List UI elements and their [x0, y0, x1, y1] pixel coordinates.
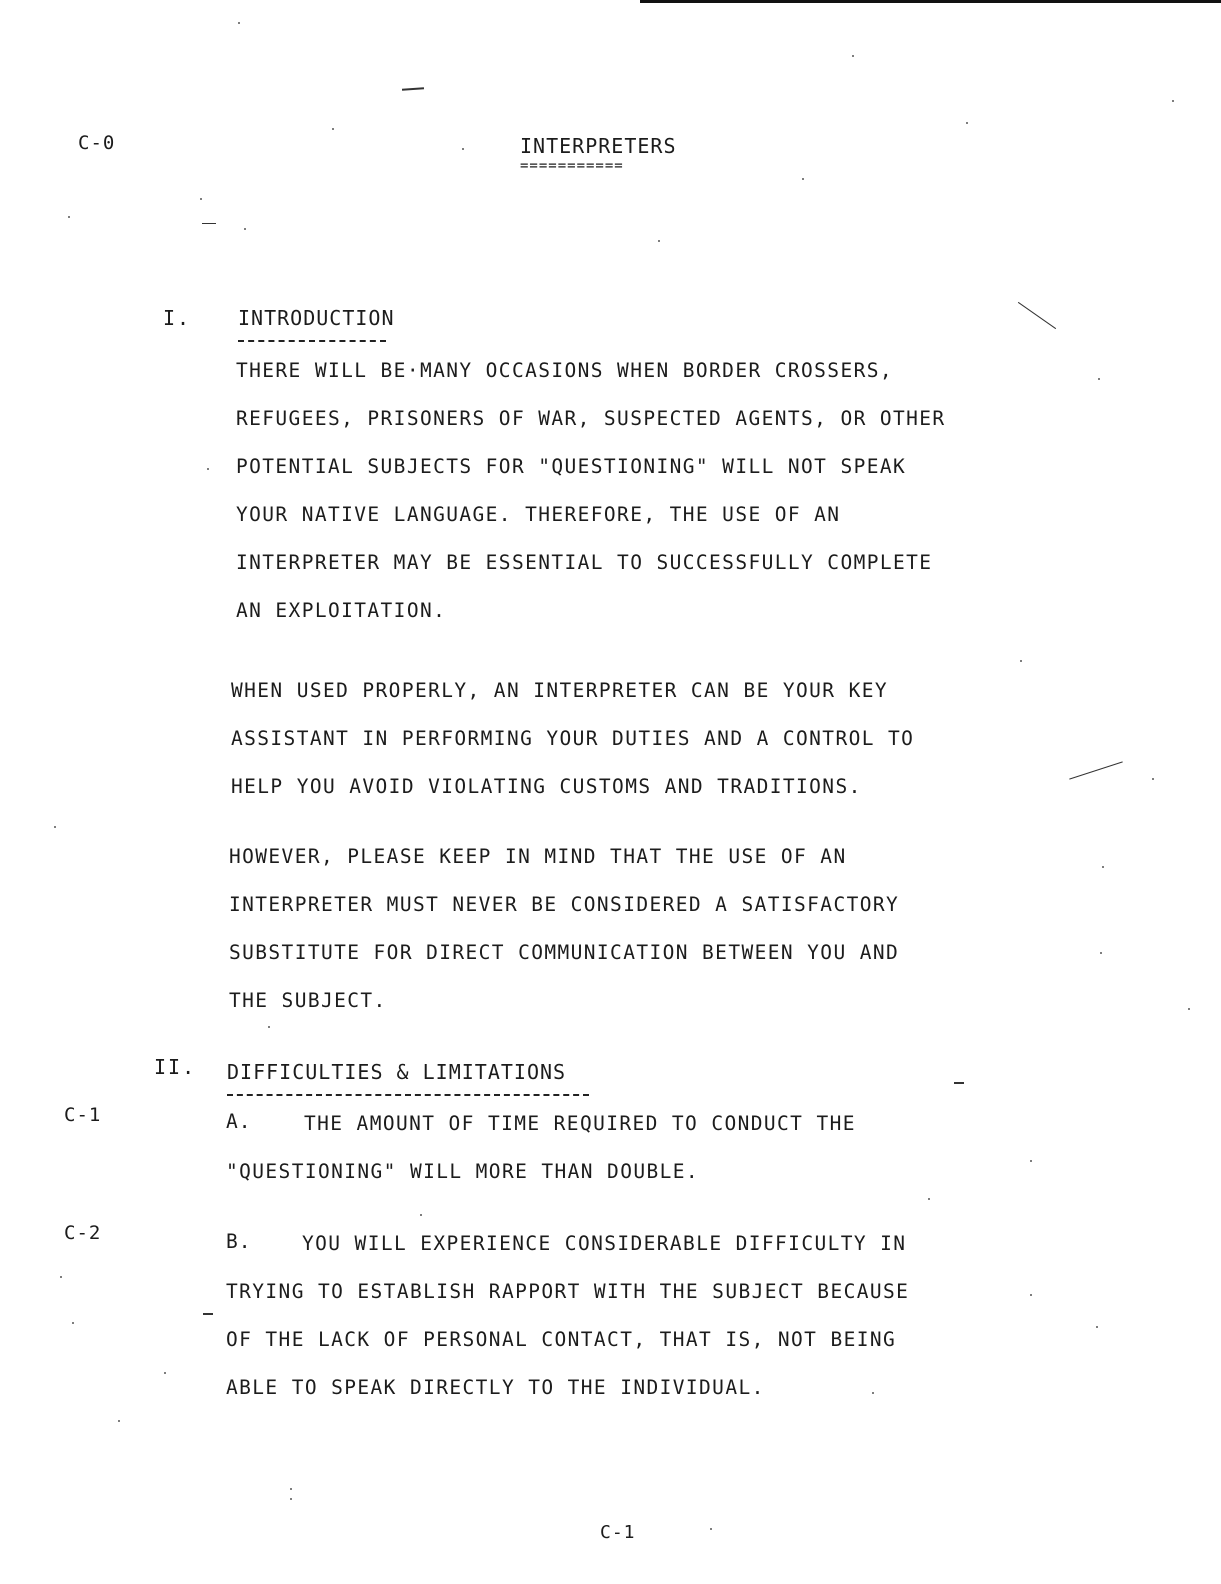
paragraph-line: POTENTIAL SUBJECTS FOR "QUESTIONING" WILL NOT SPEAK: [236, 455, 907, 478]
item-a-label: A.: [226, 1110, 252, 1133]
scan-speck: [200, 198, 202, 200]
item-line: YOU WILL EXPERIENCE CONSIDERABLE DIFFICULTY IN: [302, 1232, 907, 1255]
item-line: OF THE LACK OF PERSONAL CONTACT, THAT IS, NOT BEING: [226, 1328, 897, 1351]
scan-speck: [1152, 778, 1154, 780]
scan-artifact: [1018, 302, 1056, 329]
paragraph-line: SUBSTITUTE FOR DIRECT COMMUNICATION BETWEEN YOU AND: [229, 941, 900, 964]
scan-speck: [60, 1276, 62, 1278]
item-line: TRYING TO ESTABLISH RAPPORT WITH THE SUBJECT BECAUSE: [226, 1280, 910, 1303]
scan-speck: [852, 55, 854, 57]
scan-speck: [462, 148, 464, 150]
scan-speck: [420, 1214, 422, 1216]
item-line: "QUESTIONING" WILL MORE THAN DOUBLE.: [226, 1160, 700, 1183]
scan-speck: [68, 216, 70, 218]
item-line: ABLE TO SPEAK DIRECTLY TO THE INDIVIDUAL.: [226, 1376, 765, 1399]
scan-speck: [290, 1488, 292, 1490]
margin-marker-c2: C-2: [64, 1222, 102, 1244]
page-title: INTERPRETERS: [520, 134, 677, 158]
paragraph-line: HELP YOU AVOID VIOLATING CUSTOMS AND TRADITIONS.: [231, 775, 862, 798]
scan-speck: [290, 1498, 292, 1500]
scan-speck: [1020, 660, 1022, 662]
section-1-number: I.: [163, 306, 192, 330]
scan-artifact: [954, 1082, 964, 1084]
scan-speck: [1102, 866, 1104, 868]
scan-speck: [1030, 1160, 1032, 1162]
scan-speck: [118, 1420, 120, 1422]
scan-speck: [658, 240, 660, 242]
item-line: THE AMOUNT OF TIME REQUIRED TO CONDUCT THE: [304, 1112, 856, 1135]
scan-speck: [207, 468, 209, 470]
scan-speck: [802, 178, 804, 180]
paragraph-line: THERE WILL BE·MANY OCCASIONS WHEN BORDER CROSSERS,: [236, 359, 893, 382]
scan-speck: [54, 826, 56, 828]
paragraph-line: INTERPRETER MUST NEVER BE CONSIDERED A SATISFACTORY: [229, 893, 900, 916]
section-2-heading-underline: [227, 1094, 589, 1096]
top-marker: C-0: [78, 132, 116, 154]
scan-speck: [332, 128, 334, 130]
section-1-heading: INTRODUCTION: [238, 306, 395, 330]
page-number: C-1: [600, 1522, 636, 1543]
scan-speck: [164, 1372, 166, 1374]
intro-paragraph-1: [236, 347, 946, 635]
scan-artifact: [202, 223, 216, 224]
paragraph-line: THE SUBJECT.: [229, 989, 387, 1012]
scan-speck: [1172, 100, 1174, 102]
scan-artifact: [402, 87, 424, 91]
scan-speck: [72, 1322, 74, 1324]
paragraph-line: HOWEVER, PLEASE KEEP IN MIND THAT THE USE OF AN: [229, 845, 847, 868]
section-1-heading-underline: [238, 340, 386, 342]
scan-artifact: [1069, 761, 1123, 779]
scan-top-edge: [640, 0, 1221, 3]
margin-marker-c1: C-1: [64, 1104, 102, 1126]
scan-artifact: [203, 1313, 213, 1315]
scan-speck: [1100, 952, 1102, 954]
scan-speck: [710, 1528, 712, 1530]
section-2-number: II.: [154, 1055, 197, 1079]
scan-speck: [244, 228, 246, 230]
scan-speck: [1096, 1326, 1098, 1328]
paragraph-line: INTERPRETER MAY BE ESSENTIAL TO SUCCESSFULLY COMPLETE: [236, 551, 933, 574]
title-block: [520, 134, 695, 172]
scan-speck: [238, 22, 240, 24]
intro-paragraph-3: [229, 833, 899, 1025]
paragraph-line: YOUR NATIVE LANGUAGE. THEREFORE, THE USE OF AN: [236, 503, 841, 526]
scan-speck: [1188, 1008, 1190, 1010]
item-b-label: B.: [226, 1230, 252, 1253]
scan-speck: [966, 122, 968, 124]
scan-speck: [1030, 1294, 1032, 1296]
paragraph-line: REFUGEES, PRISONERS OF WAR, SUSPECTED AGENTS, OR OTHER: [236, 407, 946, 430]
scan-speck: [268, 1026, 270, 1028]
section-2-heading: DIFFICULTIES & LIMITATIONS: [227, 1060, 567, 1084]
paragraph-line: AN EXPLOITATION.: [236, 599, 447, 622]
paragraph-line: WHEN USED PROPERLY, AN INTERPRETER CAN BE YOUR KEY: [231, 679, 888, 702]
paragraph-line: ASSISTANT IN PERFORMING YOUR DUTIES AND A CONTROL TO: [231, 727, 915, 750]
item-a-text: [226, 1100, 856, 1196]
scan-speck: [1098, 378, 1100, 380]
item-b-text: [226, 1220, 909, 1412]
title-double-rule: ===========: [520, 158, 624, 174]
intro-paragraph-2: [231, 667, 914, 811]
scan-speck: [928, 1198, 930, 1200]
scan-speck: [872, 1392, 874, 1394]
